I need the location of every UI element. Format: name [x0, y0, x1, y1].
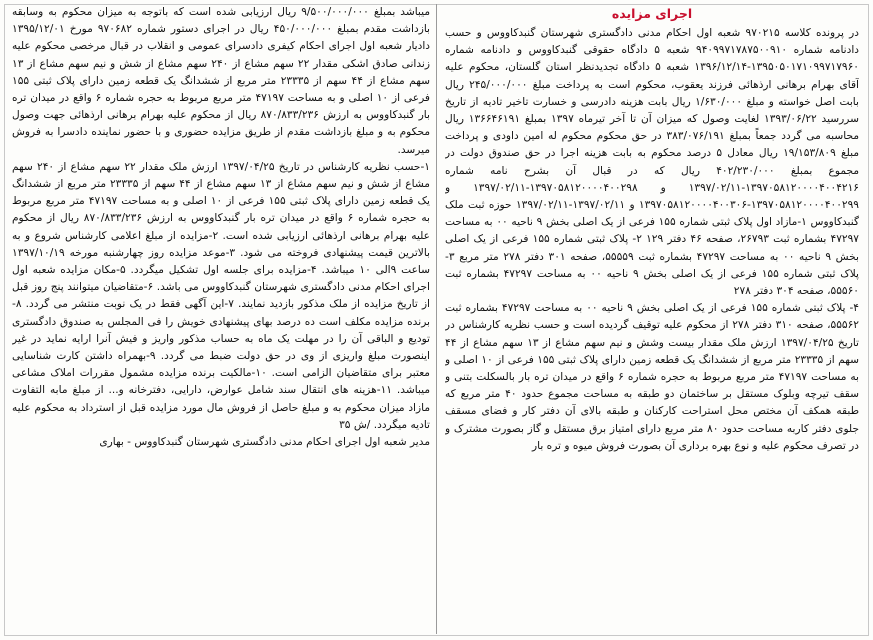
column-divider	[436, 4, 437, 634]
left-column	[12, 4, 430, 634]
signature-line: مدیر شعبه اول اجرای احکام مدنی دادگستری شهرستان گنبدکاووس - بهاری	[99, 436, 430, 449]
left-paragraph-1: میباشد بمبلغ ۹/۵۰۰/۰۰۰/۰۰۰ ریال ارزیابی شده است که باتوجه به میزان محکوم به وسابقه بازداشت مقدم بمبلغ ۴۵۰/۰۰۰/۰۰۰ ریال در اجرای دستور شماره ۹۷۰۶۸۲ مورخ ۱۳۹۵/۱۲/۰۱ دادیار شعبه اول اجرای احکام کیفری دادسرای عمومی و انقلاب در قبال مرخصی محکوم علیه زندانی صادق اشکی مقدار ۲۲ سهم مشاع از ۲۴۰ سهم مشاع از شش و نیم سهم مشاع از ۱۳ سهم مشاع از ۴۴ سهم از ۲۳۳۳۵ متر مربع از ششدانگ یک قطعه زمین دارای پلاک ثبتی ۱۵۵ فرعی از ۱۰ اصلی و به مساحت ۴۷۱۹۷ متر مربع مربوط به حجره شماره ۶ واقع در میدان تره بار گنبدکاووس به ارزش ۸۷۰/۸۳۳/۲۳۶ ریال از محکوم علیه بهرام برهانی ارذهائی جهت وصول محکوم به و مبلغ بازداشت مقدم از طریق مزایده حضوری و با حضور نماینده دادسرا به فروش میرسد.	[12, 6, 430, 156]
right-column	[445, 4, 859, 634]
right-paragraph-1: در پرونده کلاسه ۹۷۰۲۱۵ شعبه اول احکام مدنی دادگستری شهرستان گنبدکاووس و حسب دادنامه شماره ۹۴۰۹۹۷۱۷۸۷۵۰۰۹۱۰ شعبه ۵ دادگاه حقوقی گنبدکاووس و دادنامه شماره ۱۳۹۵۰۵۰۱۷۱۰۹۹۷۱۷۹۶۰-۱۳۹۶/۱۲/۱۴ شعبه ۵ دادگاه تجدیدنظر استان گلستان، محکوم علیه آقای بهرام برهانی ارذهائی فرزند یعقوب، محکوم است به پرداخت مبلغ ۲۴۵/۰۰۰/۰۰۰ ریال بابت اصل خواسته و مبلغ ۱/۶۳۰/۰۰۰ ریال بابت هزینه دادرسی و خسارت تاخیر تادیه از تاریخ سررسید ۱۳۹۳/۰۶/۲۲ لغایت وصول که میزان آن تا آخر تیرماه ۱۳۹۷ بمبلغ ۱۳۶۶۴۶۱۹۱ ریال محاسبه می گردد جمعاً بمبلغ ۳۸۳/۰۷۶/۱۹۱ در حق محکوم محکوم له امین داودی و پرداخت مبلغ ۱۹/۱۵۳/۸۰۹ ریال معادل ۵ درصد محکوم به بابت هزینه اجرا در حق صندوق دولت در مجموع بمبلغ ۴۰۲/۲۳۰/۰۰۰ ریال که در قبال آن بشرح نامه شماره ۱۳۹۷۰۵۸۱۲۰۰۰۰۴۰۰۴۲۱۶-۱۳۹۷/۰۲/۱۱ و ۱۳۹۷۰۵۸۱۲۰۰۰۰۴۰۰۲۹۸-۱۳۹۷/۰۲/۱۱ و ۱۳۹۷۰۵۸۱۲۰۰۰۰۴۰۰۲۹۹-۱۳۹۷۰۵۸۱۲۰۰۰۰۴۰۰۳۰۶ و ۱۳۹۷/۰۲/۱۱-۱۳۹۷/۰۲/۱۱ حوزه ثبت ملک گنبدکاووس ۱-مازاد اول پلاک ثبتی شماره ۱۵۵ فرعی از یک اصلی بخش ۹ ناحیه ۰۰ به مساحت ۴۷۲۹۷ بشماره ثبت ۲۶۷۹۳، صفحه ۴۶ دفتر ۱۲۹ ۲- پلاک ثبتی شماره ۱۵۵ فرعی از یک اصلی بخش ۹ ناحیه ۰۰ به مساحت ۴۷۲۹۷ بشماره ثبت ۵۵۵۵۹، صفحه ۳۰۱ دفتر ۲۷۸ متر مربع ۳- پلاک ثبتی شماره ۱۵۵ فرعی از یک اصلی بخش ۹ ناحیه ۰۰ به مساحت ۴۷۲۹۷ بشماره ثبت ۵۵۵۶۰، صفحه ۳۰۴ دفتر ۲۷۸	[445, 27, 859, 298]
left-paragraph-2: ۱-حسب نظریه کارشناس در تاریخ ۱۳۹۷/۰۴/۲۵ ارزش ملک مقدار ۲۲ سهم مشاع از ۲۴۰ سهم مشاع از شش و نیم سهم مشاع از ۱۳ سهم مشاع از ۴۴ سهم از ۲۳۳۳۵ متر مربع از ششدانگ یک قطعه زمین دارای پلاک ثبتی ۱۵۵ فرعی از ۱۰ اصلی و به مساحت ۴۷۱۹۷ متر مربع مربوط به حجره شماره ۶ واقع در میدان تره بار گنبدکاووس به ارزش ۸۷۰/۸۳۳/۲۳۶ ریال از محکوم علیه بهرام برهانی ارذهائی ارزیابی شده است. ۲-مزایده از مبلغ اعلامی کارشناس شروع و به بالاترین قیمت پیشنهادی فروخته می شود. ۳-موعد مزایده روز چهارشنبه مورخه ۱۳۹۷/۱۰/۱۹ ساعت ۹الی ۱۰ میباشد. ۴-مزایده برای جلسه اول تشکیل میگردد. ۵-مکان مزایده شعبه اول اجرای احکام مدنی دادگستری شهرستان گنبدکاووس می باشد. ۶-متقاضیان میتوانند پنج روز قبل از تاریخ مزایده از ملک مذکور بازدید نمایند. ۷-این آگهی فقط در یک نوبت منتشر می گردد. ۸-برنده مزایده مکلف است ده درصد بهای پیشنهادی خویش را فی المجلس به صندوق دادگستری تودیع و الباقی آن را در مهلت یک ماه به حساب مذکور واریز و فیش آنرا ارایه نماید در غیر اینصورت مبلغ واریزی از وی در حق دولت ضبط می گردد. ۹-بهمراه داشتن کارت شناسایی معتبر برای متقاضیان الزامی است. ۱۰-مالکیت برنده مزایده مشمول مقررات املاک مشاعی میباشد. ۱۱-هزینه های انتقال سند شامل عوارض، دارایی، دفترخانه و... از مبلغ مابه التفاوت مازاد میزان محکوم به و مبلغ حاصل از فروش مال مورد مزایده قبل از استرداد به محکوم علیه تادیه میگردد. /ش ۳۵	[12, 160, 430, 431]
notice-title: اجرای مزایده	[611, 6, 693, 21]
right-paragraph-2: ۴- پلاک ثبتی شماره ۱۵۵ فرعی از یک اصلی بخش ۹ ناحیه ۰۰ به مساحت ۴۷۲۹۷ بشماره ثبت ۵۵۵۶۲، صفحه ۳۱۰ دفتر ۲۷۸ از محکوم علیه توقیف گردیده است و حسب نظریه کارشناس در تاریخ ۱۳۹۷/۰۴/۲۵ ارزش ملک مقدار بیست وشش و نیم سهم مشاع از ۱۳ سهم مشاع از ۴۴ سهم از ۲۳۳۳۵ متر مربع از ششدانگ یک قطعه زمین دارای پلاک ثبتی ۱۵۵ فرعی از ۱۰ اصلی و به مساحت ۴۷۱۹۷ متر مربع مربوط به حجره شماره ۶ واقع در میدان تره بار بالسکلت بتنی و سقف تیرچه وبلوک مستقل بر ساختمان دو طبقه به مساحت مجموع حدود ۴۰ متر مربع که طبقه همکف آن مختص محل استراحت کارکنان و طبقه بالای آن دفتر کار و فضای مسقف جلوی دفتر کاربه مساحت حدود ۸۰ متر مربع دارای امتیاز برق مستقل و گاز بصورت مشترک و در تصرف محکوم علیه و نوع بهره برداری آن بصورت فروش میوه و تره بار	[445, 302, 859, 452]
